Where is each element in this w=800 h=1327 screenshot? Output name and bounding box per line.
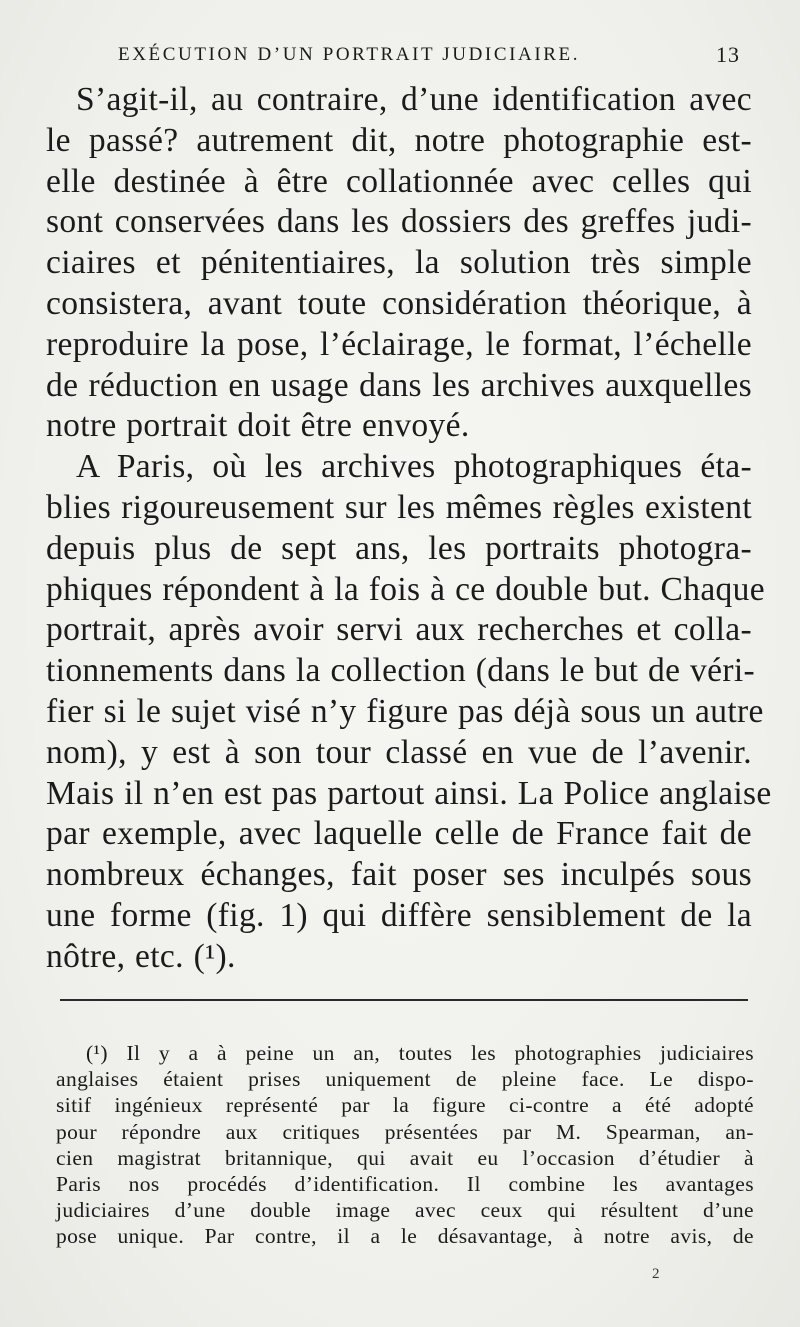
page-number: 13 (716, 42, 740, 67)
body-line: nombreux échanges, fait poser ses inculpés sous (46, 856, 752, 894)
body-line: une forme (fig. 1) qui diffère sensiblement de la (46, 896, 752, 934)
body-line: depuis plus de sept ans, les portraits photogra- (46, 529, 752, 567)
body-line: phiques répondent à la fois à ce double but. Chaque (46, 570, 765, 608)
body-line: nom), y est à son tour classé en vue de l’avenir. (46, 733, 752, 771)
footnote-line: pour répondre aux critiques présentées par M. Spearman, an- (56, 1119, 754, 1144)
body-line: consistera, avant toute considération théorique, à (46, 284, 752, 322)
footnote-line: (¹) Il y a à peine un an, toutes les photographies judiciaires (86, 1041, 754, 1065)
body-line: Mais il n’en est pas partout ainsi. La Police anglaise (46, 774, 772, 812)
body-line: S’agit-il, au contraire, d’une identification avec (76, 81, 752, 118)
body-line: tionnements dans la collection (dans le but de véri- (46, 652, 756, 690)
body-line: par exemple, avec laquelle celle de France fait de (46, 815, 752, 853)
body-line: notre portrait doit être envoyé. (46, 407, 470, 445)
body-line: fier si le sujet visé n’y figure pas déjà sous un autre (46, 692, 764, 730)
running-title: EXÉCUTION D’UN PORTRAIT JUDICIAIRE. (118, 44, 581, 65)
body-line: elle destinée à être collationnée avec celles qui (46, 162, 752, 200)
body-line: nôtre, etc. (¹). (46, 937, 236, 975)
footnote-line: sitif ingénieux représenté par la figure ci-contre a été adopté (56, 1093, 754, 1118)
footnote-line: Paris nos procédés d’identification. Il combine les avantages (56, 1172, 754, 1197)
footnote (56, 1040, 754, 1250)
body-line: reproduire la pose, l’éclairage, le format, l’échelle (46, 325, 752, 363)
footnote-line: cien magistrat britannique, qui avait eu l’occasion d’étudier à (56, 1145, 754, 1170)
running-head (118, 38, 740, 74)
body-line: de réduction en usage dans les archives auxquelles (46, 366, 752, 404)
footnote-line: anglaises étaient prises uniquement de pleine face. Le dispo- (56, 1067, 754, 1092)
footnote-line: judiciaires d’une double image avec ceux qui résultent d’une (56, 1198, 754, 1223)
body-line: A Paris, où les archives photographiques éta- (76, 448, 752, 486)
body-line: sont conservées dans les dossiers des greffes judi- (46, 203, 752, 241)
body-line: le passé? autrement dit, notre photographie est- (46, 121, 752, 159)
footnote-line: pose unique. Par contre, il a le désavantage, à notre avis, de (56, 1224, 754, 1249)
signature-mark: 2 (652, 1266, 660, 1282)
body-line: ciaires et pénitentiaires, la solution très simple (46, 244, 752, 282)
footnote-rule (60, 999, 748, 1001)
body-line: blies rigoureusement sur les mêmes règles existent (46, 488, 752, 526)
body-text (46, 80, 772, 978)
body-line: portrait, après avoir servi aux recherches et colla- (46, 611, 752, 649)
